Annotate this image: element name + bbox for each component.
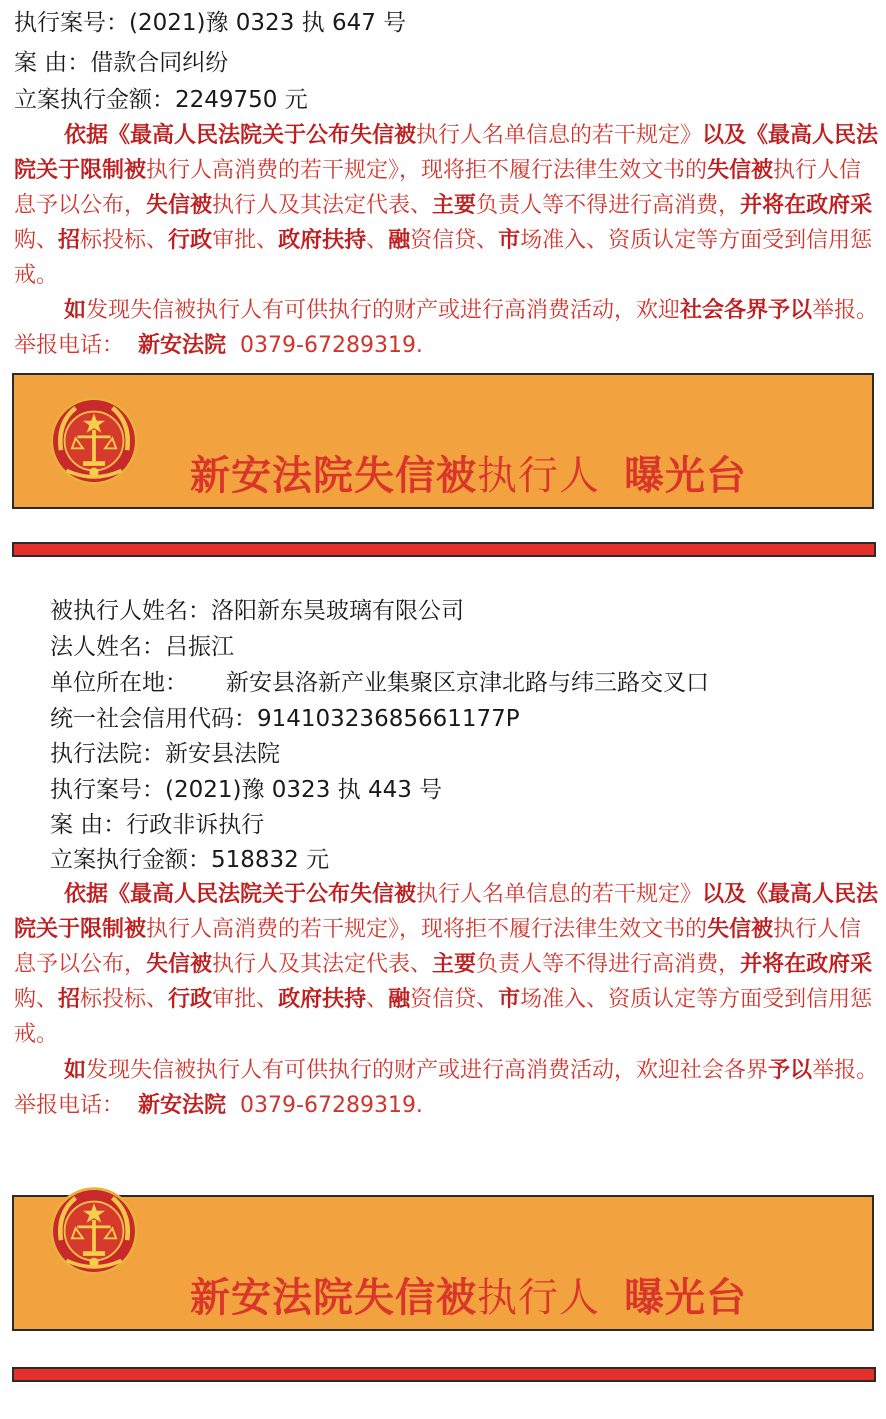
case2-cause: 案 由：行政非诉执行	[50, 812, 265, 838]
exposure-banner	[12, 373, 874, 509]
notice-paragraph-1: 依据《最高人民法院关于公布失信被执行人名单信息的若干规定》以及《最高人民法院关于限制被执行人高消费的若干规定》，现将拒不履行法律生效文书的失信被执行人信息予以公布，失信被执行人及其法定代表、主要负责人等不得进行高消费，并将在政府采购、招标投标、行政审批、政府扶持、融资信贷、市场准入、资质认定等方面受到信用惩戒。	[14, 123, 879, 288]
case2-court: 执行法院：新安县法院	[50, 741, 280, 767]
case2-name: 被执行人姓名：洛阳新东昊玻璃有限公司	[50, 598, 464, 624]
case2-address: 新安县洛新产业集聚区京津北路与纬三路交叉口	[226, 670, 709, 696]
case2-amount: 立案执行金额：518832 元	[50, 847, 330, 873]
case1-amount: 立案执行金额：2249750 元	[14, 87, 308, 113]
court-emblem-icon	[48, 395, 140, 487]
case2-address-label: 单位所在地：	[50, 670, 188, 696]
case1-cause: 案 由：借款合同纠纷	[14, 50, 229, 76]
exposure-banner	[12, 1195, 874, 1331]
case1-number: 执行案号：(2021)豫 0323 执 647 号	[14, 10, 407, 36]
case2-number: 执行案号：(2021)豫 0323 执 443 号	[50, 777, 443, 803]
case2-credit-code: 统一社会信用代码：91410323685661177P	[50, 706, 520, 732]
banner-title: 新安法院失信被执行人 曝光台	[190, 453, 747, 499]
divider-bar	[12, 1367, 876, 1382]
case2-legal-rep: 法人姓名：吕振江	[50, 634, 234, 660]
notice-paragraph-2: 依据《最高人民法院关于公布失信被执行人名单信息的若干规定》以及《最高人民法院关于限制被执行人高消费的若干规定》，现将拒不履行法律生效文书的失信被执行人信息予以公布，失信被执行人及其法定代表、主要负责人等不得进行高消费，并将在政府采购、招标投标、行政审批、政府扶持、融资信贷、市场准入、资质认定等方面受到信用惩戒。	[14, 882, 879, 1047]
divider-bar	[12, 542, 876, 557]
report-paragraph-1: 如发现失信被执行人有可供执行的财产或进行高消费活动，欢迎社会各界予以举报。举报电话： 新安法院 0379-67289319.	[14, 298, 879, 358]
report-paragraph-2: 如发现失信被执行人有可供执行的财产或进行高消费活动，欢迎社会各界予以举报。举报电话： 新安法院 0379-67289319.	[14, 1058, 879, 1118]
banner-title: 新安法院失信被执行人 曝光台	[190, 1275, 747, 1321]
court-emblem-icon	[48, 1185, 140, 1277]
